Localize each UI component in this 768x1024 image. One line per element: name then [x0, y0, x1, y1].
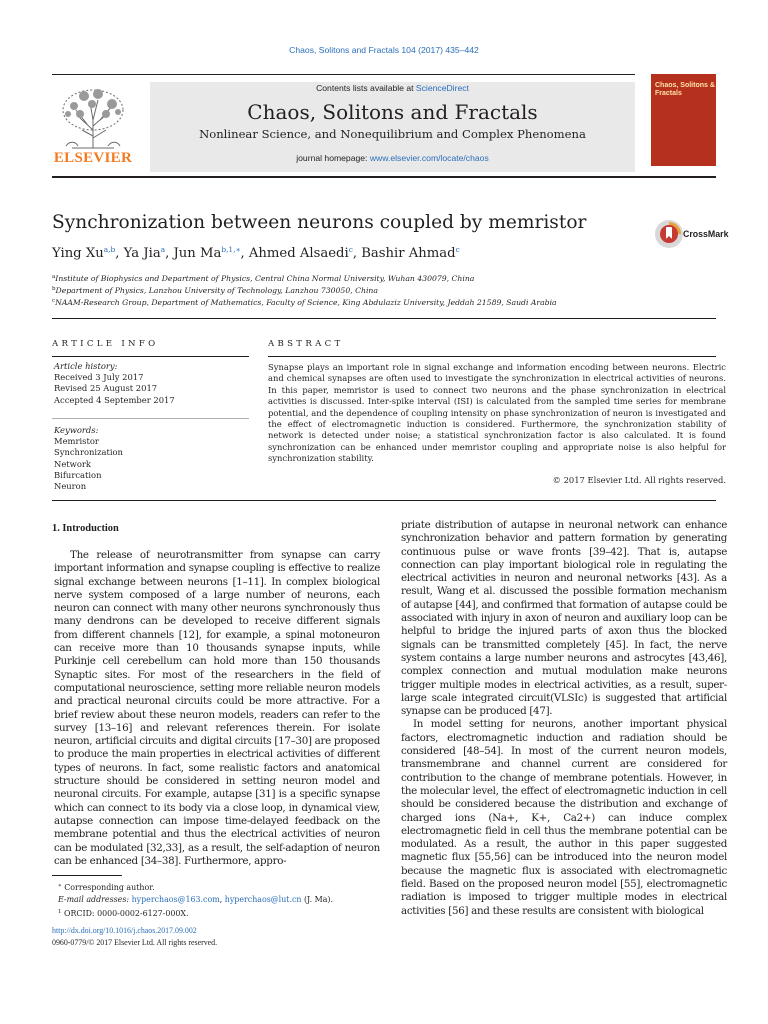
body-column-left: The release of neurotransmitter from synapse can carry important information and synapse coupling is effective to realize signal exchange between neurons [1–11]. In complex biological nerve system composed of a large number of neurons, each neuron can connect with many other neurons synchronously thus many dendrons can be developed to receive different signals from different channels [12], for example, a spinal motoneuron can receive more than 10 thousands synapse inputs, while Purkinje cell cerebellum can hold more than 150 thousands Synaptic sites. For most of the researchers in the field of computational neuroscience, setting more reliable neuron models and practical neuronal circuits could be more attractive. For a brief review about these neuron models, readers can refer to the survey [13–16] and relevant references therein. For isolate neuron, artificial circuits and digital circuits [17–30] are proposed to produce the main properties in electrical activities of different types of neurons. In fact, some realistic factors and anatomical structure should be considered in setting neuron model and neuronal circuits. For example, autapse [31] is a specific synapse which can connect to its body via a close loop, in dynamical view, autapse connection can impose time-delayed feedback on the membrane potential and thus the electrical activities of neuron can be modulated [32,33], as a result, the self-adaption of neuron can be enhanced [34–38]. Furthermore, appro-: [54, 549, 380, 867]
footnotes: [58, 880, 333, 920]
email-link[interactable]: hyperchaos@lut.cn: [224, 895, 302, 904]
author-affiliation-mark[interactable]: c: [455, 245, 460, 254]
sciencedirect-link[interactable]: ScienceDirect: [415, 83, 469, 93]
author-name: Bashir Ahmad: [361, 246, 456, 261]
article-info-rule: [52, 356, 249, 357]
keyword: Memristor: [54, 436, 99, 447]
footnote-rule: [52, 875, 122, 876]
orcid-text: ORCID: 0000-0002-6127-000X.: [64, 909, 189, 918]
corresponding-author-note: [58, 880, 333, 894]
crossmark-label[interactable]: CrossMark: [683, 229, 729, 239]
keyword: Bifurcation: [54, 469, 102, 480]
corresponding-author-text: Corresponding author.: [64, 883, 155, 892]
keyword: Synchronization: [54, 447, 123, 458]
abstract-heading: ABSTRACT: [268, 339, 344, 349]
contents-prefix: Contents lists available at: [316, 83, 416, 93]
history-label: Article history:: [54, 361, 118, 371]
banner-bottom-rule: [52, 176, 716, 178]
footnote-mark: 1: [58, 909, 62, 915]
abstract-rule: [268, 356, 716, 357]
affiliation-text: Institute of Biophysics and Department of Physics, Central China Normal University, Wuhan 430079, China: [55, 274, 475, 283]
affiliation-text: NAAM-Research Group, Department of Mathematics, Faculty of Science, King Abdulaziz University, Jeddah 21589, Saudi Arabia: [55, 298, 557, 307]
keyword: Neuron: [54, 481, 87, 492]
crossmark-icon[interactable]: [653, 218, 685, 250]
article-title: Synchronization between neurons coupled by memristor: [52, 212, 587, 233]
affiliation-item: [52, 296, 557, 308]
accepted-date: Accepted 4 September 2017: [54, 394, 175, 405]
elsevier-wordmark[interactable]: ELSEVIER: [53, 150, 133, 166]
keyword: Network: [54, 458, 91, 469]
affiliations: [52, 272, 557, 308]
affiliation-item: [52, 284, 557, 296]
journal-title: Chaos, Solitons and Fractals: [247, 100, 538, 124]
author-affiliation-mark[interactable]: a,b: [103, 245, 116, 254]
footer-doi-block: [52, 925, 217, 949]
author-name: Ying Xu: [52, 246, 104, 261]
email-label: E-mail addresses:: [58, 895, 132, 904]
email-suffix: (J. Ma).: [301, 895, 333, 904]
affiliation-text: Department of Physics, Lanzhou University of Technology, Lanzhou 730050, China: [55, 286, 378, 295]
doi-link[interactable]: http://dx.doi.org/10.1016/j.chaos.2017.09.002: [52, 926, 197, 935]
body-column-right: [401, 519, 727, 918]
orcid-note: [58, 906, 333, 920]
journal-citation[interactable]: Chaos, Solitons and Fractals 104 (2017) 435–442: [289, 45, 479, 55]
body-paragraph: In model setting for neurons, another important physical factors, electromagnetic induction and radiation should be considered [48–54]. In most of the current neuron models, transmembrane and channel current are considered for contribution to the change of membrane potentials. However, in the molecular level, the effect of electromagnetic induction in cell should be considered because the distribution and exchange of charged ions (Na+, K+, Ca2+) can induce complex electromagnetic field in cell thus the membrane potential can be modulated. As a result, the author in this paper suggested magnetic flux [55,56] can be introduced into the neuron model because the magnetic flux is associated with electromagnetic field. Based on the proposed neuron model [55], electromagnetic radiation is imposed to trigger multiple modes in electrical activities [56] and these results are consistent with biological: [401, 718, 727, 917]
asterisk-mark: ∗: [58, 883, 62, 889]
header-rule: [52, 318, 716, 319]
email-note: E-mail addresses: hyperchaos@163.com, hyperchaos@lut.cn (J. Ma).: [58, 895, 333, 904]
article-history: [54, 361, 175, 406]
affiliation-item: [52, 272, 557, 284]
author-list: Ying Xu$^{a,b}$, Ya Jia$^a$, Jun $Ma^{b,1,∗}$, Ahmed Alsaedi$^c$, Bashir Ahmad$^c$: [52, 245, 460, 261]
abstract-text: Synapse plays an important role in signal exchange and information encoding between neurons. Electric and chemical synapses are often used to investigate the synchronization in electrical activities of neurons. In this paper, memristor is used to connect two neurons and the phase synchronization in electrical activities is discussed. Inter-spike interval (ISI) is calculated from the sampled time series for membrane potential, and the dependence of coupling intensity on phase synchronization of neuron is investigated and the effect of electromagnetic induction is considered. Furthermore, the synchronization stability of network is detected under noise; a statistical synchronization factor is also calculated. It is found synchronization can be enhanced under memristor coupling and appropriate noise is also helpful for synchronization stability.: [268, 362, 726, 464]
banner-divider: [52, 74, 635, 75]
journal-cover-title: Chaos, Solitons & Fractals: [655, 82, 715, 97]
author-affiliation-mark[interactable]: b,1,∗: [221, 245, 241, 254]
contents-line: [150, 83, 635, 93]
author-affiliation-mark[interactable]: c: [348, 245, 353, 254]
author-name: Jun Ma: [173, 246, 222, 261]
received-date: Received 3 July 2017: [54, 372, 144, 383]
abstract-copyright: © 2017 Elsevier Ltd. All rights reserved.: [552, 475, 726, 485]
article-info-divider: [52, 418, 249, 419]
keywords: [54, 425, 123, 492]
homepage-prefix: journal homepage:: [296, 153, 370, 163]
body-paragraph: priate distribution of autapse in neuronal network can enhance synchronization behavior and pattern formation by generating continuous pulse or wave fronts [39–42]. That is, autapse connection can play important biological role in regulating the electrical activities in neuron and neuronal networks [43]. As a result, Wang et al. discussed the possible formation mechanism of autapse [44], and confirmed that formation of autapse could be associated with injury in axon of neuron and auxiliary loop can be helpful to bridge the injured parts of axon thus the blocked signals can be transmitted completely [45]. In fact, the nerve system contains a large number neurons and astrocytes [43,46], complex connection and mutual modulation make neurons trigger multiple modes in electrical activities, as a result, super-large scale integrated circuit(VLSIc) is suggested that artificial synapse can be produced [47].: [401, 519, 727, 718]
affiliation-mark: a: [52, 274, 56, 280]
keywords-label: Keywords:: [54, 425, 99, 435]
author-name: Ahmed Alsaedi: [248, 246, 349, 261]
issn-copyright: 0960-0779/© 2017 Elsevier Ltd. All rights reserved.: [52, 937, 218, 947]
affiliation-mark: c: [52, 298, 56, 304]
section-heading-introduction: 1. Introduction: [52, 523, 119, 534]
affiliation-mark: b: [52, 286, 56, 292]
journal-subtitle: Nonlinear Science, and Nonequilibrium and Complex Phenomena: [199, 127, 586, 141]
author-affiliation-mark[interactable]: a: [160, 245, 166, 254]
email-link[interactable]: hyperchaos@163.com: [131, 895, 220, 904]
revised-date: Revised 25 August 2017: [54, 383, 158, 394]
article-info-heading: ARTICLE INFO: [52, 339, 159, 349]
abstract-bottom-rule: [52, 500, 716, 501]
journal-homepage: [150, 153, 635, 163]
author-name: Ya Jia: [123, 246, 161, 261]
homepage-link[interactable]: www.elsevier.com/locate/chaos: [369, 153, 489, 163]
